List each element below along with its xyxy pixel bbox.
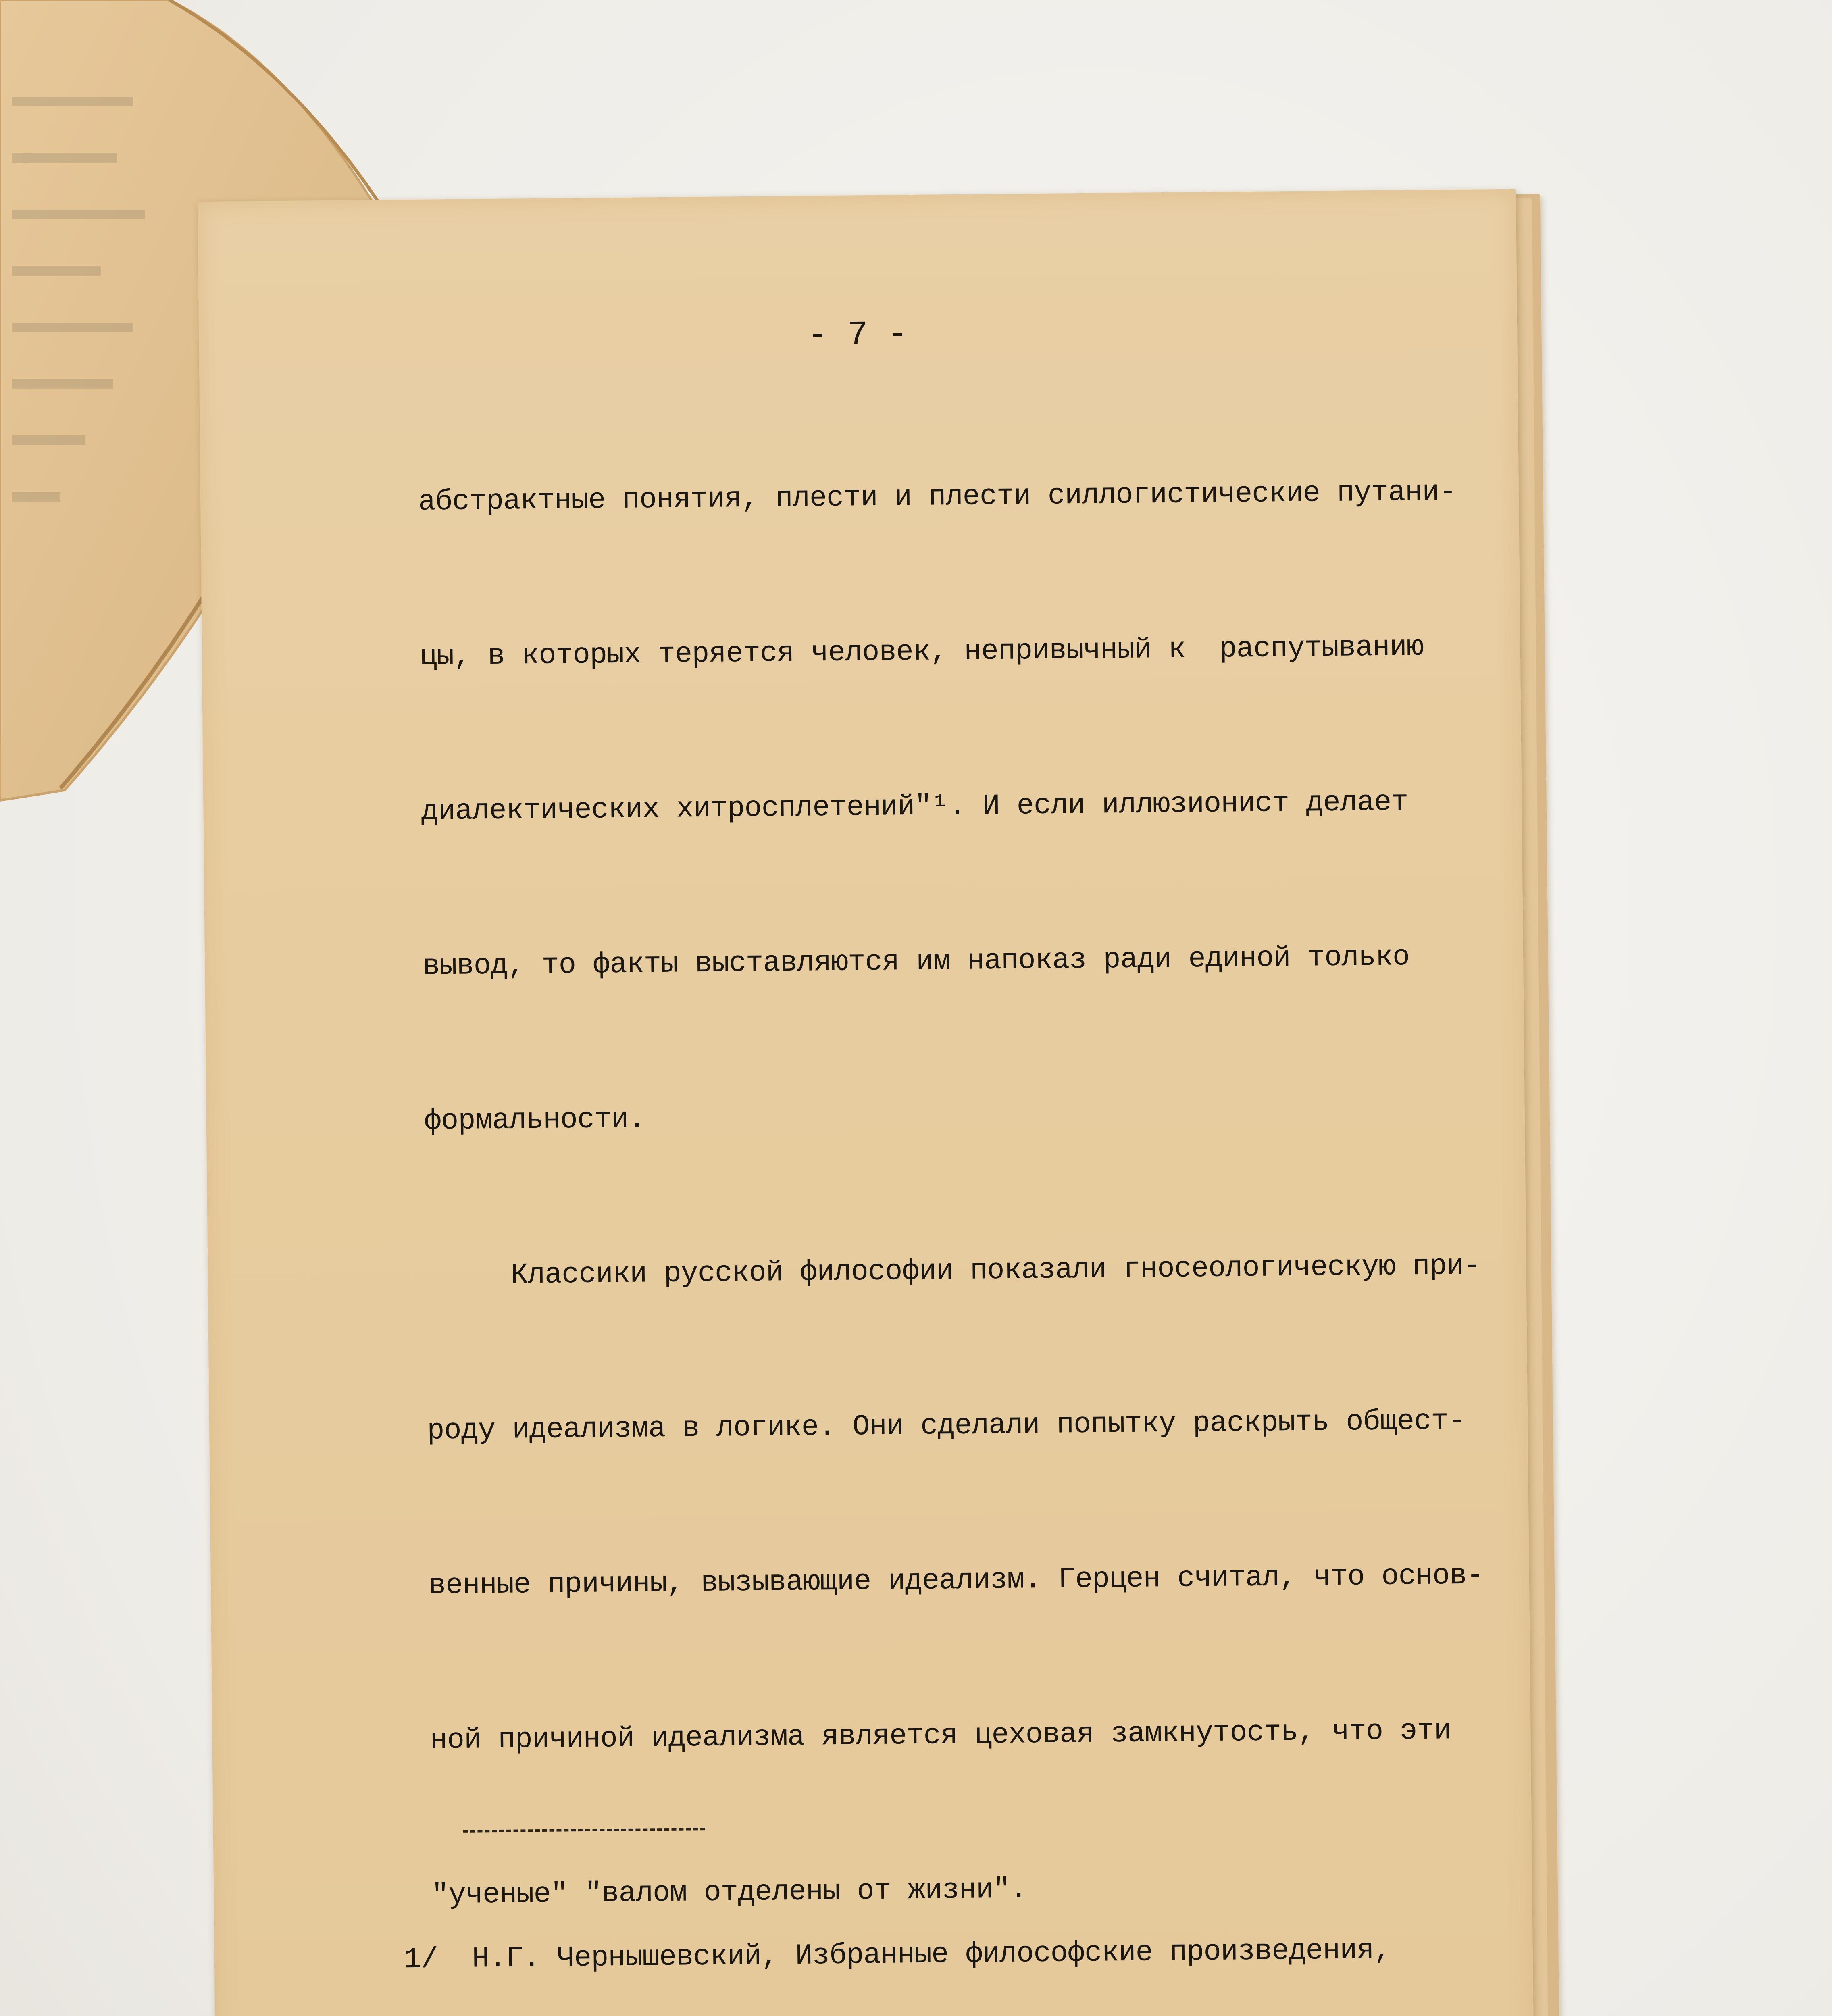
text-line: диалектических хитросплетений"¹. И если иллюзионист делает [421, 785, 1408, 828]
page-number: - 7 - [807, 316, 908, 355]
footnote-line: 1/ Н.Г. Чернышевский, Избранные философские произведения, [404, 1933, 1391, 1976]
typed-page [198, 189, 1534, 2016]
text-line: ной причиной идеализма является цеховая замкнутость, что эти [430, 1714, 1451, 1757]
text-line: абстрактные понятия, плести и плести силлогистические путани- [418, 475, 1457, 519]
text-line: "ученые" "валом отделены от жизни". [431, 1873, 1027, 1912]
text-line: цы, в которых теряется человек, непривычный к распутыванию [419, 630, 1424, 673]
body-text [417, 363, 1525, 2016]
text-line: венные причины, вызывающие идеализм. Герцен считал, что основ- [428, 1559, 1484, 1602]
text-line: роду идеализма в логике. Они сделали попытку раскрыть общест- [427, 1404, 1466, 1447]
text-line: Классики русской философии показали гносеологическую при- [425, 1249, 1481, 1293]
text-line: вывод, то факты выставляются им напоказ ради единой только [422, 940, 1410, 983]
text-line: формальности. [424, 1102, 645, 1138]
footnotes [403, 1831, 1396, 2016]
